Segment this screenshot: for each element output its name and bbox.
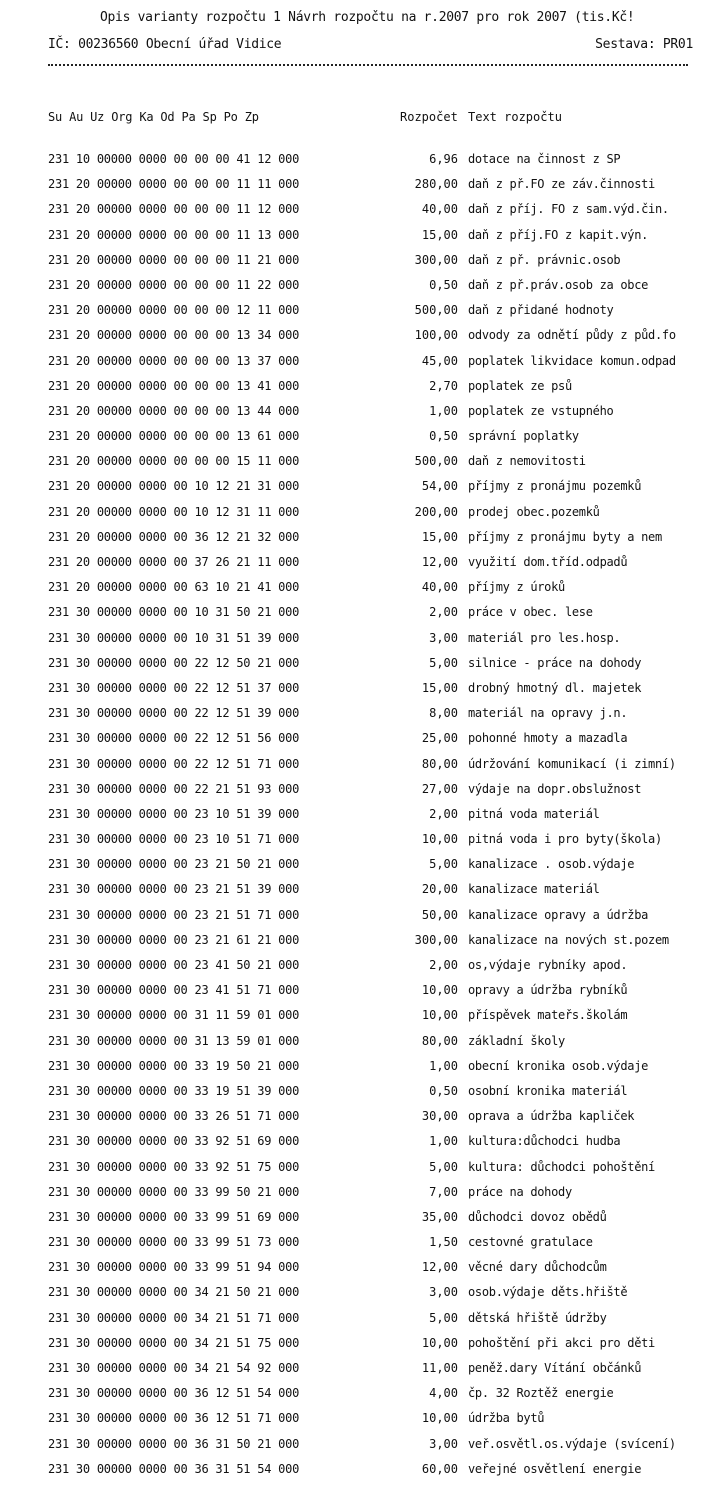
row-codes: 231 30 00000 0000 00 22 12 50 21 000: [48, 655, 300, 670]
row-amount: 10,00: [421, 1008, 458, 1023]
row-codes: 231 20 00000 0000 00 00 00 13 44 000: [48, 403, 300, 418]
row-amount: 7,00: [429, 1184, 458, 1199]
row-amount: 100,00: [414, 328, 458, 343]
row-codes: 231 30 00000 0000 00 23 21 61 21 000: [48, 932, 300, 947]
budget-row: [0, 1437, 723, 1462]
row-text: daň z nemovitosti: [468, 454, 586, 469]
budget-row: [0, 933, 723, 958]
budget-row: [0, 656, 723, 681]
budget-row: [0, 631, 723, 656]
row-codes: 231 30 00000 0000 00 33 26 51 71 000: [48, 1109, 300, 1124]
row-codes: 231 20 00000 0000 00 00 00 13 41 000: [48, 378, 300, 393]
row-codes: 231 30 00000 0000 00 33 99 50 21 000: [48, 1184, 300, 1199]
row-amount: 5,00: [429, 655, 458, 670]
row-text: silnice - práce na dohody: [468, 655, 642, 670]
row-text: drobný hmotný dl. majetek: [468, 680, 642, 695]
row-codes: 231 30 00000 0000 00 31 13 59 01 000: [48, 1033, 300, 1048]
budget-row: [0, 454, 723, 479]
column-header-row: [0, 110, 723, 128]
row-text: opravy a údržba rybníků: [468, 983, 628, 998]
row-codes: 231 30 00000 0000 00 34 21 50 21 000: [48, 1285, 300, 1300]
row-text: veřejné osvětlení energie: [468, 1461, 642, 1476]
budget-row: [0, 1185, 723, 1210]
budget-row: [0, 1285, 723, 1310]
column-header-codes: Su Au Uz Org Ka Od Pa Sp Po Zp: [48, 110, 259, 124]
budget-row: [0, 1260, 723, 1285]
row-codes: 231 30 00000 0000 00 10 31 50 21 000: [48, 605, 300, 620]
row-text: kanalizace . osob.výdaje: [468, 857, 635, 872]
row-amount: 15,00: [421, 680, 458, 695]
budget-row: [0, 757, 723, 782]
row-amount: 280,00: [414, 177, 458, 192]
dotted-separator: [48, 64, 688, 66]
row-amount: 80,00: [421, 756, 458, 771]
row-amount: 27,00: [421, 781, 458, 796]
row-text: poplatek ze psů: [468, 378, 572, 393]
row-amount: 2,00: [429, 806, 458, 821]
row-text: příjmy z pronájmu byty a nem: [468, 529, 662, 544]
row-amount: 10,00: [421, 1335, 458, 1350]
row-amount: 8,00: [429, 706, 458, 721]
row-amount: 1,00: [429, 1134, 458, 1149]
row-amount: 0,50: [429, 429, 458, 444]
row-codes: 231 30 00000 0000 00 23 10 51 71 000: [48, 832, 300, 847]
organization-id: IČ: 00236560 Obecní úřad Vidice: [48, 37, 282, 52]
row-codes: 231 30 00000 0000 00 23 21 51 39 000: [48, 882, 300, 897]
row-amount: 54,00: [421, 479, 458, 494]
budget-row: [0, 1235, 723, 1260]
budget-row: [0, 908, 723, 933]
budget-row: [0, 1210, 723, 1235]
row-codes: 231 20 00000 0000 00 00 00 13 37 000: [48, 353, 300, 368]
budget-row: [0, 303, 723, 328]
row-codes: 231 20 00000 0000 00 00 00 13 34 000: [48, 328, 300, 343]
row-text: pohoštění při akci pro děti: [468, 1335, 655, 1350]
row-codes: 231 30 00000 0000 00 33 19 50 21 000: [48, 1058, 300, 1073]
budget-row: [0, 1059, 723, 1084]
row-text: příjmy z úroků: [468, 580, 565, 595]
row-amount: 10,00: [421, 983, 458, 998]
row-text: daň z př.práv.osob za obce: [468, 277, 649, 292]
row-codes: 231 30 00000 0000 00 22 12 51 71 000: [48, 756, 300, 771]
row-text: výdaje na dopr.obslužnost: [468, 781, 642, 796]
row-amount: 1,00: [429, 1058, 458, 1073]
budget-row: [0, 530, 723, 555]
row-amount: 60,00: [421, 1461, 458, 1476]
budget-row: [0, 555, 723, 580]
row-amount: 25,00: [421, 731, 458, 746]
row-amount: 200,00: [414, 504, 458, 519]
row-codes: 231 30 00000 0000 00 22 21 51 93 000: [48, 781, 300, 796]
row-amount: 50,00: [421, 907, 458, 922]
row-codes: 231 30 00000 0000 00 33 19 51 39 000: [48, 1083, 300, 1098]
budget-row: [0, 152, 723, 177]
row-text: cestovné gratulace: [468, 1235, 593, 1250]
budget-row: [0, 354, 723, 379]
row-text: pohonné hmoty a mazadla: [468, 731, 628, 746]
row-codes: 231 30 00000 0000 00 34 21 51 71 000: [48, 1310, 300, 1325]
budget-row: [0, 857, 723, 882]
row-text: příjmy z pronájmu pozemků: [468, 479, 642, 494]
budget-row: [0, 882, 723, 907]
row-text: veř.osvětl.os.výdaje (svícení): [468, 1436, 676, 1451]
row-codes: 231 30 00000 0000 00 33 99 51 69 000: [48, 1209, 300, 1224]
budget-row: [0, 404, 723, 429]
row-amount: 35,00: [421, 1209, 458, 1224]
row-amount: 45,00: [421, 353, 458, 368]
budget-row: [0, 807, 723, 832]
row-text: poplatek ze vstupného: [468, 403, 614, 418]
row-amount: 2,70: [429, 378, 458, 393]
row-text: peněž.dary Vítání občánků: [468, 1361, 642, 1375]
row-text: obecní kronika osob.výdaje: [468, 1058, 649, 1073]
budget-row: [0, 1336, 723, 1361]
row-codes: 231 30 00000 0000 00 23 41 51 71 000: [48, 983, 300, 998]
row-codes: 231 30 00000 0000 00 23 21 51 71 000: [48, 907, 300, 922]
row-text: kultura: důchodci pohoštění: [468, 1159, 655, 1174]
row-text: kanalizace materiál: [468, 882, 600, 897]
row-codes: 231 20 00000 0000 00 00 00 12 11 000: [48, 303, 300, 318]
budget-row: [0, 1386, 723, 1411]
row-text: pitná voda materiál: [468, 806, 600, 821]
row-text: dětská hřiště údržby: [468, 1310, 607, 1325]
row-codes: 231 30 00000 0000 00 36 12 51 54 000: [48, 1386, 300, 1401]
budget-row: [0, 1034, 723, 1059]
row-text: dotace na činnost z SP: [468, 152, 621, 166]
budget-row: [0, 1160, 723, 1185]
row-amount: 10,00: [421, 832, 458, 847]
row-amount: 12,00: [421, 555, 458, 569]
row-text: údržování komunikací (i zimní): [468, 756, 676, 771]
row-amount: 0,50: [429, 1083, 458, 1098]
row-codes: 231 20 00000 0000 00 00 00 11 12 000: [48, 202, 300, 217]
row-codes: 231 30 00000 0000 00 22 12 51 39 000: [48, 706, 300, 721]
row-codes: 231 30 00000 0000 00 23 21 50 21 000: [48, 857, 300, 872]
budget-row: [0, 253, 723, 278]
column-header-text: Text rozpočtu: [468, 110, 562, 124]
row-amount: 300,00: [414, 932, 458, 947]
row-codes: 231 30 00000 0000 00 33 99 51 94 000: [48, 1260, 300, 1275]
budget-row: [0, 1462, 723, 1487]
row-text: materiál pro les.hosp.: [468, 630, 621, 645]
row-text: oprava a údržba kapliček: [468, 1109, 635, 1124]
row-text: údržba bytů: [468, 1411, 545, 1426]
row-text: kanalizace na nových st.pozem: [468, 932, 669, 947]
row-text: správní poplatky: [468, 429, 579, 444]
row-codes: 231 20 00000 0000 00 00 00 11 13 000: [48, 227, 300, 242]
row-amount: 500,00: [414, 303, 458, 318]
row-amount: 15,00: [421, 529, 458, 544]
budget-row: [0, 605, 723, 630]
row-codes: 231 30 00000 0000 00 33 99 51 73 000: [48, 1235, 300, 1250]
row-codes: 231 30 00000 0000 00 23 41 50 21 000: [48, 958, 300, 972]
budget-row: [0, 706, 723, 731]
row-text: daň z přidané hodnoty: [468, 303, 614, 318]
budget-row: [0, 328, 723, 353]
budget-row: [0, 1361, 723, 1386]
row-amount: 40,00: [421, 202, 458, 217]
row-codes: 231 20 00000 0000 00 00 00 11 22 000: [48, 277, 300, 292]
row-codes: 231 20 00000 0000 00 37 26 21 11 000: [48, 555, 300, 569]
row-codes: 231 20 00000 0000 00 36 12 21 32 000: [48, 529, 300, 544]
row-amount: 10,00: [421, 1411, 458, 1426]
row-text: práce na dohody: [468, 1184, 572, 1199]
row-codes: 231 30 00000 0000 00 22 12 51 56 000: [48, 731, 300, 746]
row-amount: 3,00: [429, 630, 458, 645]
budget-rows: [0, 152, 723, 1487]
row-amount: 500,00: [414, 454, 458, 469]
budget-row: [0, 983, 723, 1008]
row-codes: 231 30 00000 0000 00 31 11 59 01 000: [48, 1008, 300, 1023]
row-codes: 231 30 00000 0000 00 23 10 51 39 000: [48, 806, 300, 821]
row-amount: 1,00: [429, 403, 458, 418]
row-codes: 231 30 00000 0000 00 34 21 51 75 000: [48, 1335, 300, 1350]
budget-row: [0, 202, 723, 227]
column-header-amount: Rozpočet: [400, 110, 458, 124]
budget-row: [0, 1311, 723, 1336]
row-codes: 231 20 00000 0000 00 10 12 31 11 000: [48, 504, 300, 519]
row-text: kultura:důchodci hudba: [468, 1134, 621, 1149]
row-text: daň z př. právnic.osob: [468, 252, 621, 267]
row-text: daň z př.FO ze záv.činnosti: [468, 177, 655, 192]
row-text: osobní kronika materiál: [468, 1083, 628, 1098]
row-amount: 4,00: [429, 1386, 458, 1401]
row-amount: 11,00: [421, 1361, 458, 1375]
row-amount: 5,00: [429, 1310, 458, 1325]
row-amount: 5,00: [429, 1159, 458, 1174]
row-amount: 0,50: [429, 277, 458, 292]
row-text: věcné dary důchodcům: [468, 1260, 607, 1275]
budget-row: [0, 1134, 723, 1159]
row-amount: 2,00: [429, 958, 458, 972]
row-codes: 231 20 00000 0000 00 00 00 13 61 000: [48, 429, 300, 444]
row-codes: 231 20 00000 0000 00 63 10 21 41 000: [48, 580, 300, 595]
row-text: příspěvek mateřs.školám: [468, 1008, 628, 1023]
budget-row: [0, 681, 723, 706]
row-text: čp. 32 Roztěž energie: [468, 1386, 614, 1401]
budget-row: [0, 177, 723, 202]
budget-row: [0, 1411, 723, 1436]
budget-row: [0, 429, 723, 454]
row-amount: 2,00: [429, 605, 458, 620]
budget-row: [0, 1008, 723, 1033]
row-text: os,výdaje rybníky apod.: [468, 958, 628, 972]
row-amount: 1,50: [429, 1235, 458, 1250]
row-codes: 231 30 00000 0000 00 22 12 51 37 000: [48, 680, 300, 695]
row-codes: 231 30 00000 0000 00 33 92 51 75 000: [48, 1159, 300, 1174]
row-text: materiál na opravy j.n.: [468, 706, 628, 721]
row-codes: 231 10 00000 0000 00 00 00 41 12 000: [48, 152, 300, 166]
row-amount: 15,00: [421, 227, 458, 242]
row-text: odvody za odnětí půdy z půd.fo: [468, 328, 676, 343]
row-codes: 231 20 00000 0000 00 10 12 21 31 000: [48, 479, 300, 494]
row-amount: 3,00: [429, 1436, 458, 1451]
budget-row: [0, 228, 723, 253]
row-codes: 231 30 00000 0000 00 36 31 51 54 000: [48, 1461, 300, 1476]
budget-row: [0, 958, 723, 983]
budget-row: [0, 505, 723, 530]
row-codes: 231 20 00000 0000 00 00 00 11 11 000: [48, 177, 300, 192]
row-text: důchodci dovoz obědů: [468, 1209, 607, 1224]
row-amount: 300,00: [414, 252, 458, 267]
row-amount: 12,00: [421, 1260, 458, 1275]
row-codes: 231 30 00000 0000 00 33 92 51 69 000: [48, 1134, 300, 1149]
row-text: využití dom.tříd.odpadů: [468, 555, 628, 569]
row-text: práce v obec. lese: [468, 605, 593, 620]
row-codes: 231 30 00000 0000 00 34 21 54 92 000: [48, 1361, 300, 1375]
row-amount: 30,00: [421, 1109, 458, 1124]
row-codes: 231 20 00000 0000 00 00 00 15 11 000: [48, 454, 300, 469]
row-codes: 231 20 00000 0000 00 00 00 11 21 000: [48, 252, 300, 267]
budget-row: [0, 278, 723, 303]
report-set-label: Sestava: PR01: [595, 37, 693, 52]
row-text: základní školy: [468, 1033, 565, 1048]
budget-row: [0, 580, 723, 605]
row-codes: 231 30 00000 0000 00 36 12 51 71 000: [48, 1411, 300, 1426]
row-amount: 3,00: [429, 1285, 458, 1300]
row-amount: 6,96: [429, 152, 458, 166]
budget-row: [0, 1109, 723, 1134]
budget-row: [0, 832, 723, 857]
row-amount: 80,00: [421, 1033, 458, 1048]
budget-row: [0, 731, 723, 756]
row-amount: 40,00: [421, 580, 458, 595]
budget-row: [0, 379, 723, 404]
row-text: kanalizace opravy a údržba: [468, 907, 649, 922]
budget-row: [0, 1084, 723, 1109]
row-amount: 5,00: [429, 857, 458, 872]
report-title: Opis varianty rozpočtu 1 Návrh rozpočtu na r.2007 pro rok 2007 (tis.Kč!: [100, 10, 635, 25]
row-text: daň z příj. FO z sam.výd.čin.: [468, 202, 669, 217]
row-text: daň z příj.FO z kapit.výn.: [468, 227, 649, 242]
row-text: prodej obec.pozemků: [468, 504, 600, 519]
row-amount: 20,00: [421, 882, 458, 897]
row-codes: 231 30 00000 0000 00 36 31 50 21 000: [48, 1436, 300, 1451]
row-text: poplatek likvidace komun.odpad: [468, 353, 676, 368]
row-codes: 231 30 00000 0000 00 10 31 51 39 000: [48, 630, 300, 645]
row-text: pitná voda i pro byty(škola): [468, 832, 662, 847]
budget-row: [0, 479, 723, 504]
row-text: osob.výdaje děts.hřiště: [468, 1285, 628, 1300]
budget-row: [0, 782, 723, 807]
